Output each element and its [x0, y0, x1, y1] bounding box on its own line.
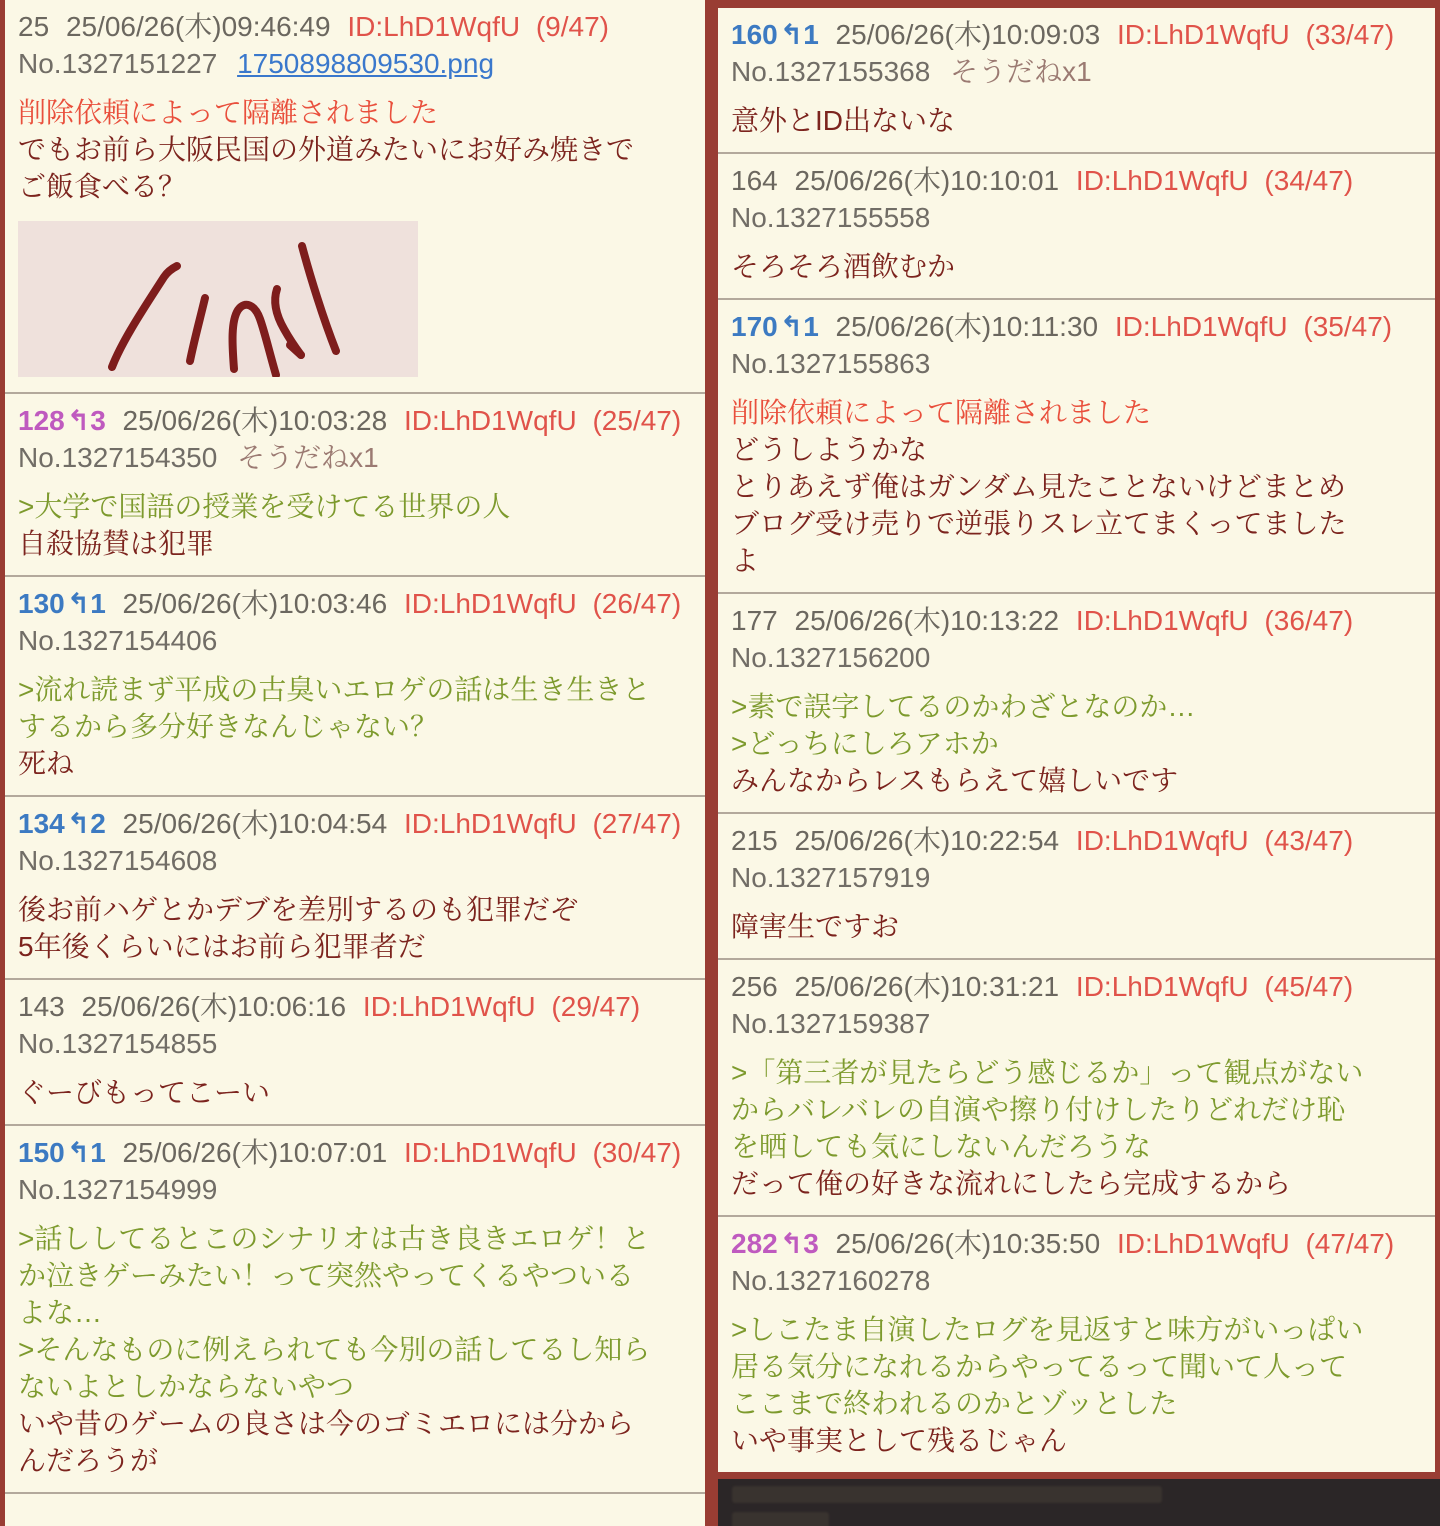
- body-line: 死ね: [18, 748, 75, 779]
- post-subheader: [731, 1262, 1422, 1299]
- post-id: ID:LhD1WqfU: [1075, 971, 1249, 1002]
- reply-arrow-icon: ↰: [66, 1137, 91, 1168]
- reply-arrow-icon: ↰: [66, 405, 91, 436]
- post: [5, 980, 705, 1126]
- quote-line: >話ししてるとこのシナリオは古き良きエロゲ！と: [18, 1223, 651, 1254]
- post: [718, 814, 1435, 960]
- post-id: ID:LhD1WqfU: [347, 11, 521, 42]
- post-header: [731, 162, 1422, 199]
- hand-drawn-strokes-image: [18, 221, 418, 377]
- post-subheader: [731, 53, 1422, 90]
- post-id: ID:LhD1WqfU: [403, 808, 577, 839]
- post-number-link[interactable]: 134: [18, 808, 65, 839]
- post-date: 25/06/26(木)10:35:50: [835, 1228, 1101, 1259]
- post-date: 25/06/26(木)10:04:54: [122, 808, 388, 839]
- quote-line: >しこたま自演したログを見返すと味方がいっぱい: [731, 1314, 1364, 1345]
- quote-line: を晒しても気にしないんだろうな: [731, 1131, 1152, 1162]
- post-subheader: [18, 45, 692, 82]
- post-date: 25/06/26(木)10:10:01: [794, 165, 1060, 196]
- reply-arrow-icon: ↰: [779, 311, 804, 342]
- quote-line: からバレバレの自演や擦り付けしたりどれだけ恥: [731, 1094, 1346, 1125]
- post-date: 25/06/26(木)10:11:30: [835, 311, 1099, 342]
- quote-line: するから多分好きなんじゃない？: [18, 711, 439, 742]
- post-body: [18, 891, 692, 965]
- post: [718, 960, 1435, 1217]
- post-date: 25/06/26(木)10:07:01: [122, 1137, 388, 1168]
- post-no: No.1327151227: [18, 48, 218, 79]
- id-post-counter: (33/47): [1305, 19, 1395, 50]
- id-post-counter: (36/47): [1264, 605, 1354, 636]
- post: [718, 594, 1435, 814]
- dimmed-text-hint: [732, 1486, 1162, 1503]
- post: [718, 154, 1435, 300]
- post-image-thumbnail[interactable]: [18, 221, 418, 377]
- post-date: 25/06/26(木)10:03:46: [122, 588, 388, 619]
- post-header: [731, 968, 1422, 1005]
- post-header: [18, 1134, 692, 1171]
- post-date: 25/06/26(木)10:22:54: [794, 825, 1060, 856]
- post-no: No.1327154999: [18, 1174, 218, 1205]
- post-body: [731, 248, 1422, 285]
- reply-arrow-icon: ↰: [779, 19, 804, 50]
- reply-arrow-icon: ↰: [779, 1228, 804, 1259]
- dimmed-overlay-region: [718, 1479, 1440, 1526]
- post-number-link[interactable]: 160: [731, 19, 778, 50]
- post-no: No.1327155368: [731, 56, 931, 87]
- quote-line: >そんなものに例えられても今別の話してるし知ら: [18, 1334, 651, 1365]
- dimmed-text-hint: [732, 1512, 829, 1526]
- post-id: ID:LhD1WqfU: [403, 1137, 577, 1168]
- post-no: No.1327154406: [18, 625, 218, 656]
- thread-column-left: [0, 0, 718, 1526]
- post-number-link[interactable]: 150: [18, 1137, 65, 1168]
- post-body: [18, 488, 692, 562]
- thread-column-right: [718, 0, 1440, 1479]
- deletion-notice-line: 削除依頼によって隔離されました: [731, 397, 1152, 428]
- body-line: 障害生ですお: [731, 911, 900, 942]
- post-header: [731, 602, 1422, 639]
- post-body: [731, 102, 1422, 139]
- post-id: ID:LhD1WqfU: [1114, 311, 1288, 342]
- quote-line: >「第三者が見たらどう感じるか」って観点がない: [731, 1057, 1364, 1088]
- post-number-link: 164: [731, 165, 778, 196]
- reply-count-link[interactable]: 1: [90, 1137, 106, 1168]
- post-number-link[interactable]: 128: [18, 405, 65, 436]
- post-subheader: [731, 345, 1422, 382]
- post-date: 25/06/26(木)10:31:21: [794, 971, 1060, 1002]
- file-link[interactable]: 1750898809530.png: [237, 48, 495, 79]
- body-line: いや昔のゲームの良さは今のゴミエロには分から: [18, 1408, 635, 1439]
- post: [718, 300, 1435, 594]
- post-header: [18, 805, 692, 842]
- id-post-counter: (29/47): [551, 991, 641, 1022]
- post-id: ID:LhD1WqfU: [1075, 825, 1249, 856]
- post-id: ID:LhD1WqfU: [403, 588, 577, 619]
- post-id: ID:LhD1WqfU: [1075, 165, 1249, 196]
- post: [718, 8, 1435, 154]
- post: [5, 0, 705, 394]
- quote-line: ここまで終われるのかとゾッとした: [731, 1388, 1178, 1419]
- post-id: ID:LhD1WqfU: [1116, 19, 1290, 50]
- post-number-link: 215: [731, 825, 778, 856]
- post-no: No.1327155863: [731, 348, 931, 379]
- post-no: No.1327154608: [18, 845, 218, 876]
- id-post-counter: (34/47): [1264, 165, 1354, 196]
- post-date: 25/06/26(木)09:46:49: [65, 11, 331, 42]
- post-id: ID:LhD1WqfU: [362, 991, 536, 1022]
- body-line: だって俺の好きな流れにしたら完成するから: [731, 1168, 1292, 1199]
- quote-line: >どっちにしろアホか: [731, 728, 999, 759]
- post: [5, 1126, 705, 1494]
- id-post-counter: (43/47): [1264, 825, 1354, 856]
- post-no: No.1327154855: [18, 1028, 218, 1059]
- post-number-link[interactable]: 170: [731, 311, 778, 342]
- post-number-link: 177: [731, 605, 778, 636]
- soudane-counter[interactable]: そうだねx1: [237, 442, 379, 473]
- reply-count-link[interactable]: 3: [803, 1228, 819, 1259]
- body-line: 自殺協賛は犯罪: [18, 528, 215, 559]
- post-subheader: [18, 622, 692, 659]
- post-id: ID:LhD1WqfU: [1116, 1228, 1290, 1259]
- body-line: ブログ受け売りで逆張りスレ立てまくってました: [731, 508, 1347, 539]
- post-number-link[interactable]: 282: [731, 1228, 778, 1259]
- post-header: [18, 585, 692, 622]
- reply-count-link[interactable]: 3: [90, 405, 106, 436]
- post-subheader: [18, 842, 692, 879]
- post-number-link: 25: [18, 11, 50, 42]
- id-post-counter: (9/47): [535, 11, 610, 42]
- quote-line: >大学で国語の授業を受けてる世界の人: [18, 491, 511, 522]
- post-header: [731, 16, 1422, 53]
- id-post-counter: (25/47): [592, 405, 682, 436]
- post-header: [18, 402, 692, 439]
- reply-count-link[interactable]: 1: [90, 588, 106, 619]
- post-id: ID:LhD1WqfU: [1075, 605, 1249, 636]
- post-header: [731, 1225, 1422, 1262]
- post-header: [18, 8, 692, 45]
- post-subheader: [731, 639, 1422, 676]
- body-line: そろそろ酒飲むか: [731, 251, 956, 282]
- post-body: [731, 688, 1422, 799]
- post-no: No.1327160278: [731, 1265, 931, 1296]
- post-body: [731, 908, 1422, 945]
- post-subheader: [18, 1171, 692, 1208]
- post-number-link: 143: [18, 991, 65, 1022]
- body-line: みんなからレスもらえて嬉しいです: [731, 765, 1179, 796]
- body-line: 意外とID出ないな: [731, 105, 956, 136]
- body-line: ぐーびもってこーい: [18, 1077, 271, 1108]
- post-body: [18, 671, 692, 782]
- post-id: ID:LhD1WqfU: [403, 405, 577, 436]
- post-date: 25/06/26(木)10:09:03: [835, 19, 1101, 50]
- post-no: No.1327157919: [731, 862, 931, 893]
- post-body: [18, 94, 692, 377]
- quote-line: か泣きゲーみたい！って突然やってくるやついる: [18, 1260, 635, 1291]
- id-post-counter: (47/47): [1305, 1228, 1395, 1259]
- post-header: [18, 988, 692, 1025]
- quote-line: ないよとしかならないやつ: [18, 1371, 355, 1402]
- id-post-counter: (26/47): [592, 588, 682, 619]
- body-line: 5年後くらいにはお前ら犯罪者だ: [18, 931, 426, 962]
- body-line: どうしようかな: [731, 434, 928, 465]
- soudane-counter[interactable]: そうだねx1: [950, 56, 1092, 87]
- post-body: [18, 1074, 692, 1111]
- post-number-link: 256: [731, 971, 778, 1002]
- body-line: 後お前ハゲとかデブを差別するのも犯罪だぞ: [18, 894, 579, 925]
- id-post-counter: (35/47): [1303, 311, 1393, 342]
- id-post-counter: (45/47): [1264, 971, 1354, 1002]
- post: [5, 577, 705, 797]
- post-body: [18, 1220, 692, 1479]
- reply-count-link[interactable]: 2: [90, 808, 106, 839]
- post-body: [731, 1311, 1422, 1459]
- body-line: ご飯食べる？: [18, 171, 187, 202]
- reply-arrow-icon: ↰: [66, 808, 91, 839]
- post-subheader: [18, 439, 692, 476]
- reply-count-link[interactable]: 1: [803, 311, 819, 342]
- quote-line: よな…: [18, 1297, 103, 1328]
- post-subheader: [18, 1025, 692, 1062]
- post-header: [731, 308, 1422, 345]
- post-date: 25/06/26(木)10:03:28: [122, 405, 388, 436]
- post-date: 25/06/26(木)10:13:22: [794, 605, 1060, 636]
- post-subheader: [731, 859, 1422, 896]
- post-number-link[interactable]: 130: [18, 588, 65, 619]
- body-line: でもお前ら大阪民国の外道みたいにお好み焼きで: [18, 134, 635, 165]
- body-line: とりあえず俺はガンダム見たことないけどまとめ: [731, 471, 1346, 502]
- deletion-notice-line: 削除依頼によって隔離されました: [18, 97, 439, 128]
- post: [5, 797, 705, 980]
- post-no: No.1327156200: [731, 642, 931, 673]
- reply-count-link[interactable]: 1: [803, 19, 819, 50]
- post-no: No.1327159387: [731, 1008, 931, 1039]
- reply-arrow-icon: ↰: [66, 588, 91, 619]
- quote-line: >素で誤字してるのかわざとなのか…: [731, 691, 1196, 722]
- post-date: 25/06/26(木)10:06:16: [81, 991, 347, 1022]
- post-body: [731, 1054, 1422, 1202]
- post-header: [731, 822, 1422, 859]
- post-subheader: [731, 1005, 1422, 1042]
- quote-line: 居る気分になれるからやってるって聞いて人って: [731, 1351, 1348, 1382]
- id-post-counter: (30/47): [592, 1137, 682, 1168]
- post-no: No.1327155558: [731, 202, 931, 233]
- thread-column-right-wrap: [718, 0, 1440, 1526]
- post-no: No.1327154350: [18, 442, 218, 473]
- body-line: んだろうが: [18, 1445, 159, 1476]
- body-line: いや事実として残るじゃん: [731, 1425, 1068, 1456]
- post-subheader: [731, 199, 1422, 236]
- post-body: [731, 394, 1422, 579]
- post: [5, 394, 705, 577]
- quote-line: >流れ読まず平成の古臭いエロゲの話は生き生きと: [18, 674, 651, 705]
- post: [718, 1217, 1435, 1472]
- body-line: よ: [731, 545, 760, 576]
- id-post-counter: (27/47): [592, 808, 682, 839]
